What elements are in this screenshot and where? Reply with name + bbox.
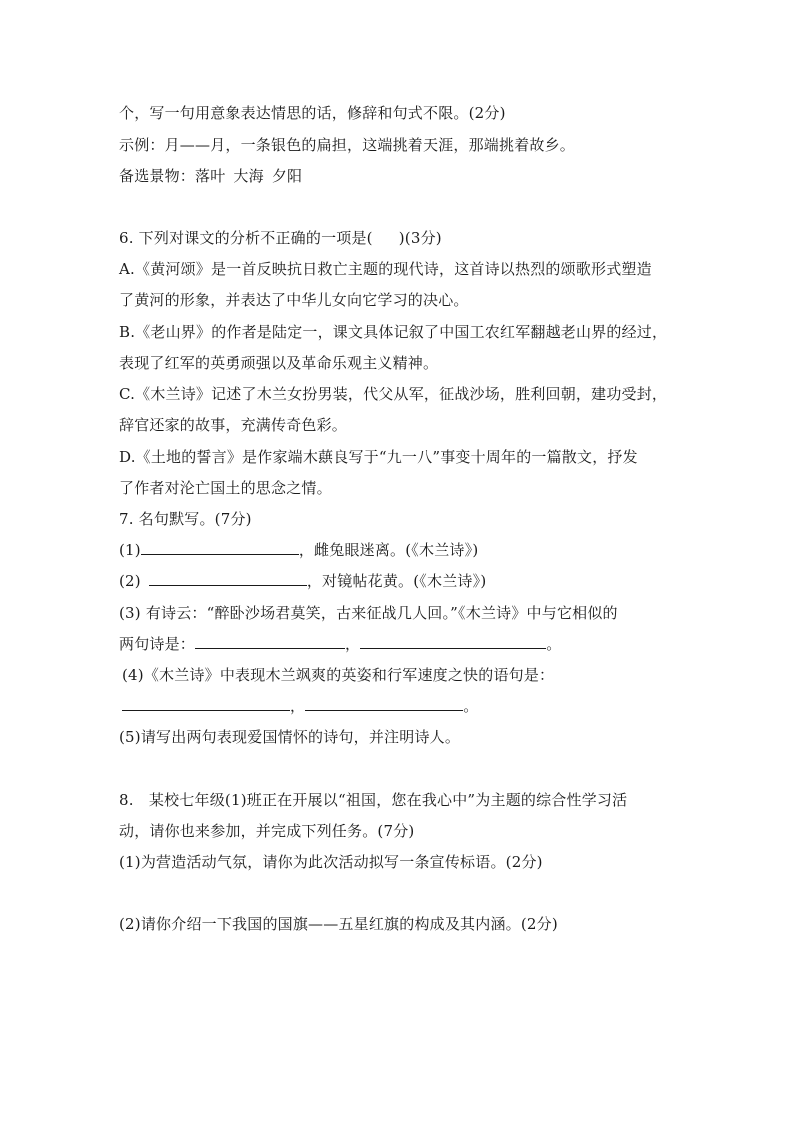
q7-sub2-text: ，对镜帖花黄。(《木兰诗》) <box>306 572 487 590</box>
q7-sub1 <box>119 540 679 560</box>
q6-option-b-line2: 表现了红军的英勇顽强以及革命乐观主义精神。 <box>119 354 439 372</box>
q7-sub4-line1: (4)《木兰诗》中表现木兰飒爽的英姿和行军速度之快的语句是： <box>122 666 555 684</box>
q8-sub1: (1)为营造活动气氛，请你为此次活动拟写一条宣传标语。(2分) <box>119 853 543 871</box>
q7-sub4-line2 <box>122 696 682 716</box>
intro-example: 示例：月——月，一条银色的扁担，这端挑着天涯，那端挑着故乡。 <box>119 136 576 154</box>
q7-sub1-number: (1) <box>119 541 141 559</box>
q7-sub3-line1: (3) 有诗云：“醉卧沙场君莫笑，古来征战几人回。”《木兰诗》中与它相似的 <box>119 604 618 622</box>
fill-blank[interactable] <box>141 540 299 555</box>
comma: ， <box>290 697 306 715</box>
q8-sub2: (2)请你介绍一下我国的国旗——五星红旗的构成及其内涵。(2分) <box>119 915 558 933</box>
fill-blank[interactable] <box>122 696 290 711</box>
fill-blank[interactable] <box>305 696 463 711</box>
q7-sub2-number: (2) <box>119 572 141 590</box>
q6-option-d-line1: D.《土地的誓言》是作家端木蕻良写于“九一八”事变十周年的一篇散文，抒发 <box>119 448 638 466</box>
q6-option-b-line1: B.《老山界》的作者是陆定一，课文具体记叙了中国工农红军翻越老山界的经过， <box>119 323 668 341</box>
q6-stem <box>119 228 679 248</box>
fill-blank[interactable] <box>149 571 307 586</box>
q6-option-a-line2: 了黄河的形象，并表达了中华儿女向它学习的决心。 <box>119 291 469 309</box>
q6-option-a-line1: A.《黄河颂》是一首反映抗日救亡主题的现代诗，这首诗以热烈的颂歌形式塑造 <box>119 260 652 278</box>
option-item: 夕阳 <box>271 167 303 185</box>
option-item: 落叶 <box>195 167 226 185</box>
q6-option-d-line2: 了作者对沦亡国土的思念之情。 <box>119 479 332 497</box>
period: 。 <box>463 697 479 715</box>
q7-sub5: (5)请写出两句表现爱国情怀的诗句，并注明诗人。 <box>119 728 461 746</box>
q7-sub3-prefix: 两句诗是： <box>119 635 196 653</box>
fill-blank[interactable] <box>360 634 546 649</box>
q7-title: 7. 名句默写。(7分) <box>119 510 252 528</box>
q7-sub1-text: ，雌兔眼迷离。(《木兰诗》) <box>298 541 479 559</box>
q6-stem-after: )(3分) <box>398 229 442 247</box>
option-item: 大海 <box>233 167 264 185</box>
intro-options <box>119 166 679 186</box>
fill-blank[interactable] <box>195 634 345 649</box>
q8-line2: 动，请你也来参加，并完成下列任务。(7分) <box>119 822 415 840</box>
q6-stem-before: 6. 下列对课文的分析不正确的一项是( <box>119 229 373 247</box>
q6-option-c-line2: 辞官还家的故事，充满传奇色彩。 <box>119 416 348 434</box>
q7-sub2 <box>119 571 679 591</box>
q6-option-c-line1: C.《木兰诗》记述了木兰女扮男装，代父从军，征战沙场，胜利回朝，建功受封， <box>119 385 668 403</box>
period: 。 <box>546 635 562 653</box>
intro-instruction: 个，写一句用意象表达情思的话，修辞和句式不限。(2分) <box>119 104 506 122</box>
q8-line1: 8. 某校七年级(1)班正在开展以“祖国，您在我心中”为主题的综合性学习活 <box>119 791 628 809</box>
q7-sub3-line2 <box>119 634 679 654</box>
options-label: 备选景物： <box>119 167 196 185</box>
comma: ， <box>345 635 361 653</box>
